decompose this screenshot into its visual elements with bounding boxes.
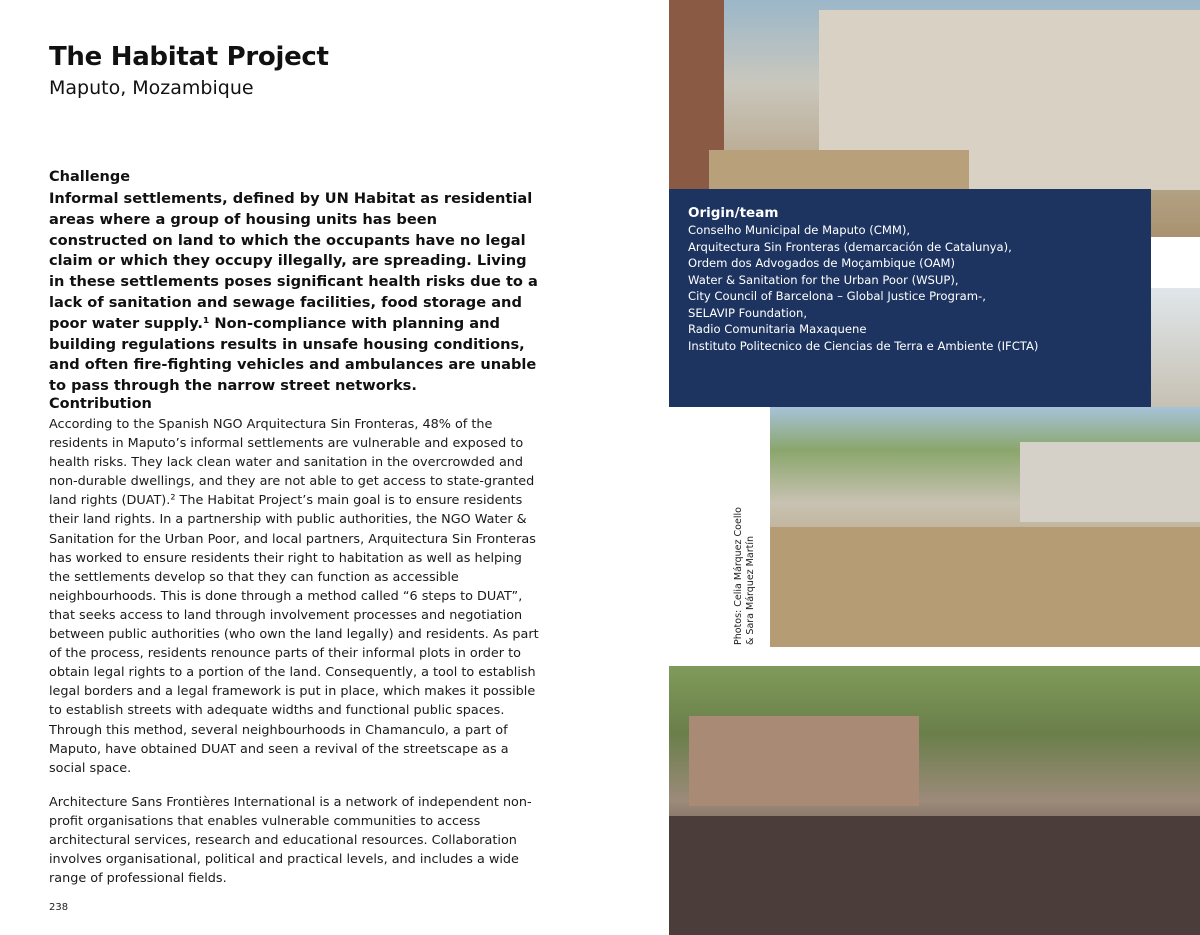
origin-team-item: Arquitectura Sin Fronteras (demarcación de Catalunya), [688,239,1012,254]
origin-team-item: Ordem dos Advogados de Moçambique (OAM) [688,256,956,270]
page-number: 238 [49,902,69,913]
street-photo-edge [1151,288,1200,407]
photo-credit [733,507,757,645]
photo-credit-line1: Photos: Celia Márquez Coello [733,507,744,645]
page-title: The Habitat Project [49,42,329,72]
children-playing-photo [770,407,1200,647]
origin-team-item: SELAVIP Foundation, [688,305,808,320]
origin-team-item: Water & Sanitation for the Urban Poor (WSUP), [688,272,959,287]
contribution-text: According to the Spanish NGO Arquitectura Sin Fronteras, 48% of the residents in Maputo’s informal settlements are vulnerable and exposed to health risks. They lack clean water and sanitation in the overcrowded and non-durable dwellings, and they are not able to get access to state-granted land rights (DUAT).² The Habitat Project’s main goal is to ensure residents their land rights. In a partnership with public authorities, the NGO Water & Sanitation for the Urban Poor, and local partners, Arquitectura Sin Fronteras has worked to ensure residents their right to habitation as well as helping the settlements develop so that they can function as accessible neighbourhoods. This is done through a method called “6 steps to DUAT”, that seeks access to land through involvement processes and negotiation between public authorities (who own the land legally) and residents. As part of the process, residents renounce parts of their informal plots in order to obtain legal rights to a portion of the land. Consequently, a tool to establish legal borders and a legal framework is put in place, which makes it possible to establish streets with adequate widths and functional public spaces. Through this method, several neighbourhoods in Chamanculo, a part of Maputo, have obtained DUAT and seen a revival of the streetscape as a social space. [49,417,539,776]
origin-team-heading: Origin/team [688,205,779,221]
asf-paragraph: Architecture Sans Frontières International is a network of independent non-profit organisations that enables vulnerable communities to access architectural services, research and educational resources. Collaboration involves organisational, political and practical levels, and includes a wide range of professional fields. [49,795,532,887]
origin-team-list [688,222,1038,354]
challenge-heading: Challenge [49,169,131,185]
page-subtitle: Maputo, Mozambique [49,77,254,99]
origin-team-item: Radio Comunitaria Maxaquene [688,322,867,336]
origin-team-item: City Council of Barcelona – Global Justice Program-, [688,289,986,303]
contribution-heading: Contribution [49,396,152,412]
origin-team-item: Conselho Municipal de Maputo (CMM), [688,223,911,237]
photo-credit-line2: & Sara Márquez Martín [745,536,756,645]
origin-team-item: Instituto Politecnico de Ciencias de Terra e Ambiente (IFCTA) [688,338,1039,353]
challenge-text: Informal settlements, defined by UN Habitat as residential areas where a group of housing units has been constructed on land to which the occupants have no legal claim or which they occupy illegally, are spreading. Living in these settlements poses significant health risks due to a lack of sanitation and sewage facilities, food storage and poor water supply.¹ Non-compliance with planning and building regulations results in unsafe housing conditions, and often fire-fighting vehicles and ambulances are unable to pass through the narrow street networks. [49,190,538,395]
community-meeting-photo [669,666,1200,935]
origin-team-box [669,189,1151,407]
